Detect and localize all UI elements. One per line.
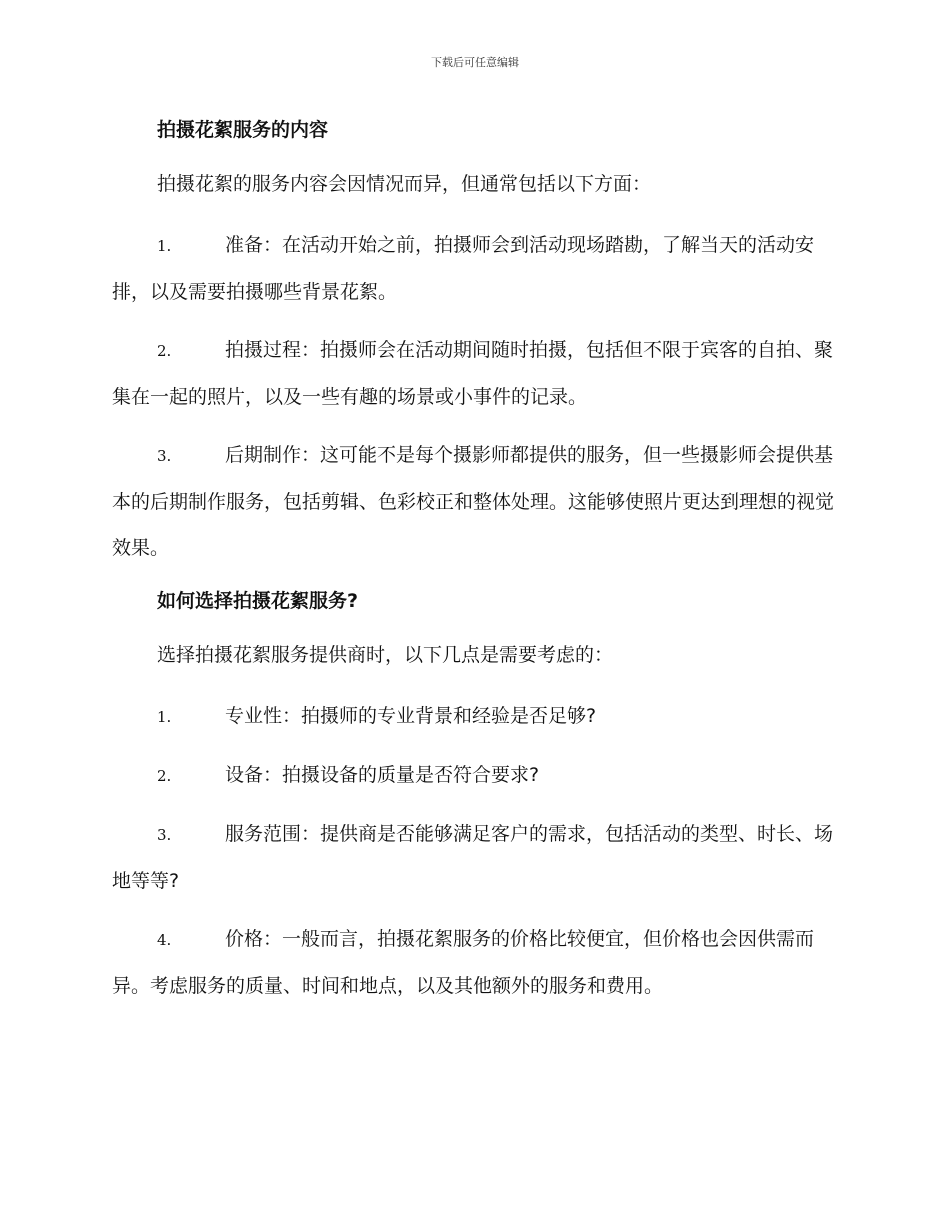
list-item — [112, 693, 836, 740]
list-item-number: 2. — [157, 767, 172, 785]
list-item-text: 设备：拍摄设备的质量是否符合要求? — [225, 764, 540, 786]
list-item-text: 后期制作：这可能不是每个摄影师都提供的服务，但一些摄影师会提供基本的后期制作服务，包括剪辑、色彩校正和整体处理。这能够使照片更达到理想的视觉效果。 — [112, 444, 835, 559]
list-item-number: 3. — [157, 826, 172, 844]
section-title-content: 拍摄花絮服务的内容 — [157, 119, 329, 141]
page-header-note: 下载后可任意编辑 — [431, 56, 519, 69]
list-item — [112, 811, 836, 904]
document-body — [112, 112, 836, 1021]
list-item — [112, 916, 836, 1009]
list-item — [112, 432, 836, 571]
list-item — [112, 327, 836, 420]
list-item-text: 专业性：拍摄师的专业背景和经验是否足够? — [225, 705, 597, 727]
list-item-number: 3. — [157, 447, 172, 465]
list-item — [112, 752, 836, 799]
list-item-number: 4. — [157, 931, 172, 949]
list-item — [112, 222, 836, 315]
list-item-text: 准备：在活动开始之前，拍摄师会到活动现场踏勘，了解当天的活动安排，以及需要拍摄哪些背景花絮。 — [112, 234, 815, 303]
section-intro-content: 拍摄花絮的服务内容会因情况而异，但通常包括以下方面： — [157, 173, 652, 195]
section-title-selection: 如何选择拍摄花絮服务? — [157, 590, 359, 612]
list-item-number: 2. — [157, 342, 172, 360]
section-intro-selection: 选择拍摄花絮服务提供商时，以下几点是需要考虑的： — [157, 644, 614, 666]
list-item-number: 1. — [157, 237, 172, 255]
list-item-text: 价格：一般而言，拍摄花絮服务的价格比较便宜，但价格也会因供需而异。考虑服务的质量、时间和地点，以及其他额外的服务和费用。 — [112, 928, 815, 997]
list-item-number: 1. — [157, 708, 172, 726]
list-item-text: 拍摄过程：拍摄师会在活动期间随时拍摄，包括但不限于宾客的自拍、聚集在一起的照片，以及一些有趣的场景或小事件的记录。 — [112, 339, 834, 408]
list-item-text: 服务范围：提供商是否能够满足客户的需求，包括活动的类型、时长、场地等等? — [112, 823, 834, 892]
